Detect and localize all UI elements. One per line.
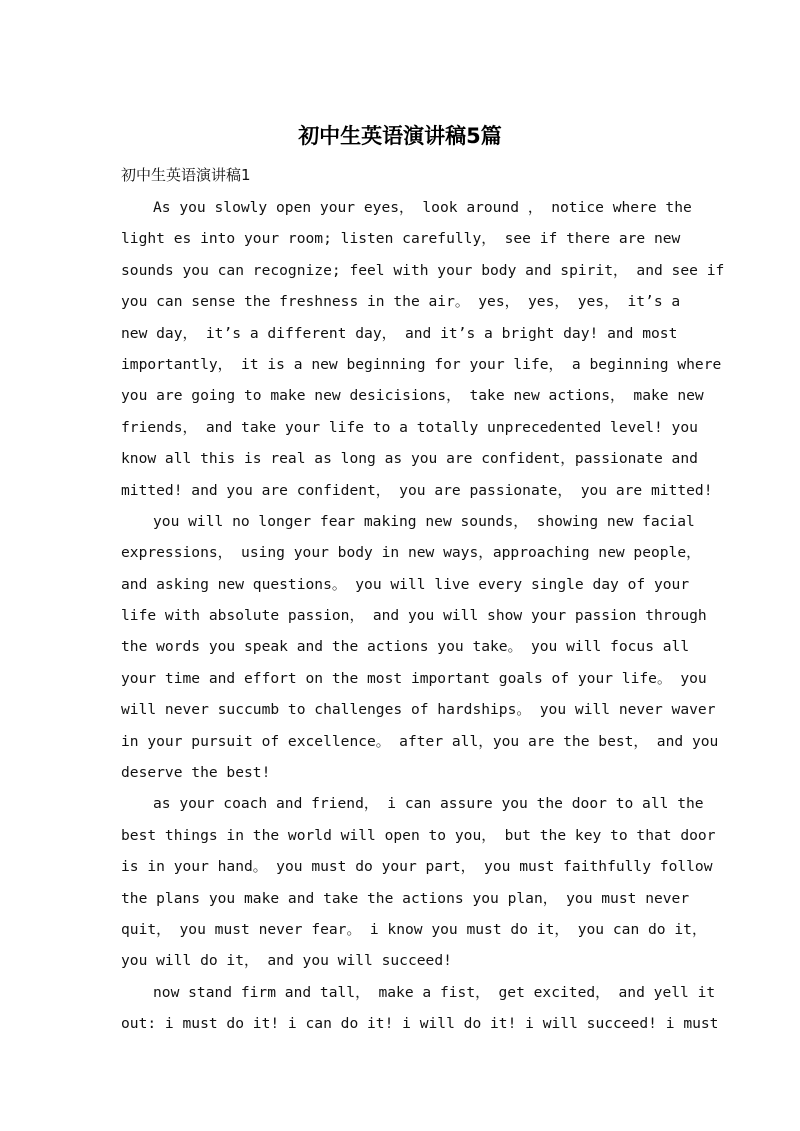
text-line: out: i must do it! i can do it! i will do it! i will succeed! i must bbox=[121, 1015, 719, 1033]
text-line: is in your hand。 you must do your part， you must faithfully follow bbox=[121, 858, 713, 876]
text-line: will never succumb to challenges of hardships。 you will never waver bbox=[121, 701, 716, 719]
text-line: you can sense the freshness in the air。 yes， yes， yes， it’s a bbox=[121, 293, 681, 311]
text-line: in your pursuit of excellence。 after all，you are the best， and you bbox=[121, 732, 719, 750]
text-line: new day， it’s a different day， and it’s a bright day! and most bbox=[121, 324, 678, 342]
text-line: you will do it， and you will succeed! bbox=[121, 952, 452, 970]
speech-body bbox=[121, 192, 725, 1040]
section-heading: 初中生英语演讲稿1 bbox=[121, 166, 251, 184]
text-line: light es into your room; listen carefully， see if there are new bbox=[121, 230, 681, 248]
text-line: you are going to make new desicisions， take new actions， make new bbox=[121, 387, 704, 405]
text-line: quit， you must never fear。 i know you must do it， you can do it， bbox=[121, 920, 707, 938]
text-line: expressions， using your body in new ways，approaching new people， bbox=[121, 544, 701, 562]
text-line: your time and effort on the most important goals of your life。 you bbox=[121, 669, 707, 687]
text-line: deserve the best! bbox=[121, 764, 271, 782]
text-line: now stand firm and tall， make a fist， get excited， and yell it bbox=[153, 983, 716, 1001]
text-line: the plans you make and take the actions you plan， you must never bbox=[121, 889, 690, 907]
text-line: and asking new questions。 you will live every single day of your bbox=[121, 575, 690, 593]
text-line: best things in the world will open to you， but the key to that door bbox=[121, 826, 716, 844]
text-line: friends， and take your life to a totally unprecedented level! you bbox=[121, 418, 698, 436]
document-title: 初中生英语演讲稿5篇 bbox=[298, 124, 502, 148]
text-line: you will no longer fear making new sounds， showing new facial bbox=[153, 512, 695, 530]
text-line: know all this is real as long as you are confident，passionate and bbox=[121, 450, 698, 468]
text-line: sounds you can recognize; feel with your body and spirit， and see if bbox=[121, 261, 725, 279]
text-line: the words you speak and the actions you take。 you will focus all bbox=[121, 638, 690, 656]
text-line: as your coach and friend， i can assure you the door to all the bbox=[153, 795, 704, 813]
text-line: life with absolute passion， and you will show your passion through bbox=[121, 607, 707, 625]
text-line: importantly， it is a new beginning for your life， a beginning where bbox=[121, 355, 722, 373]
text-line: mitted! and you are confident， you are passionate， you are mitted! bbox=[121, 481, 713, 499]
text-line: As you slowly open your eyes， look around ， notice where the bbox=[153, 199, 692, 216]
